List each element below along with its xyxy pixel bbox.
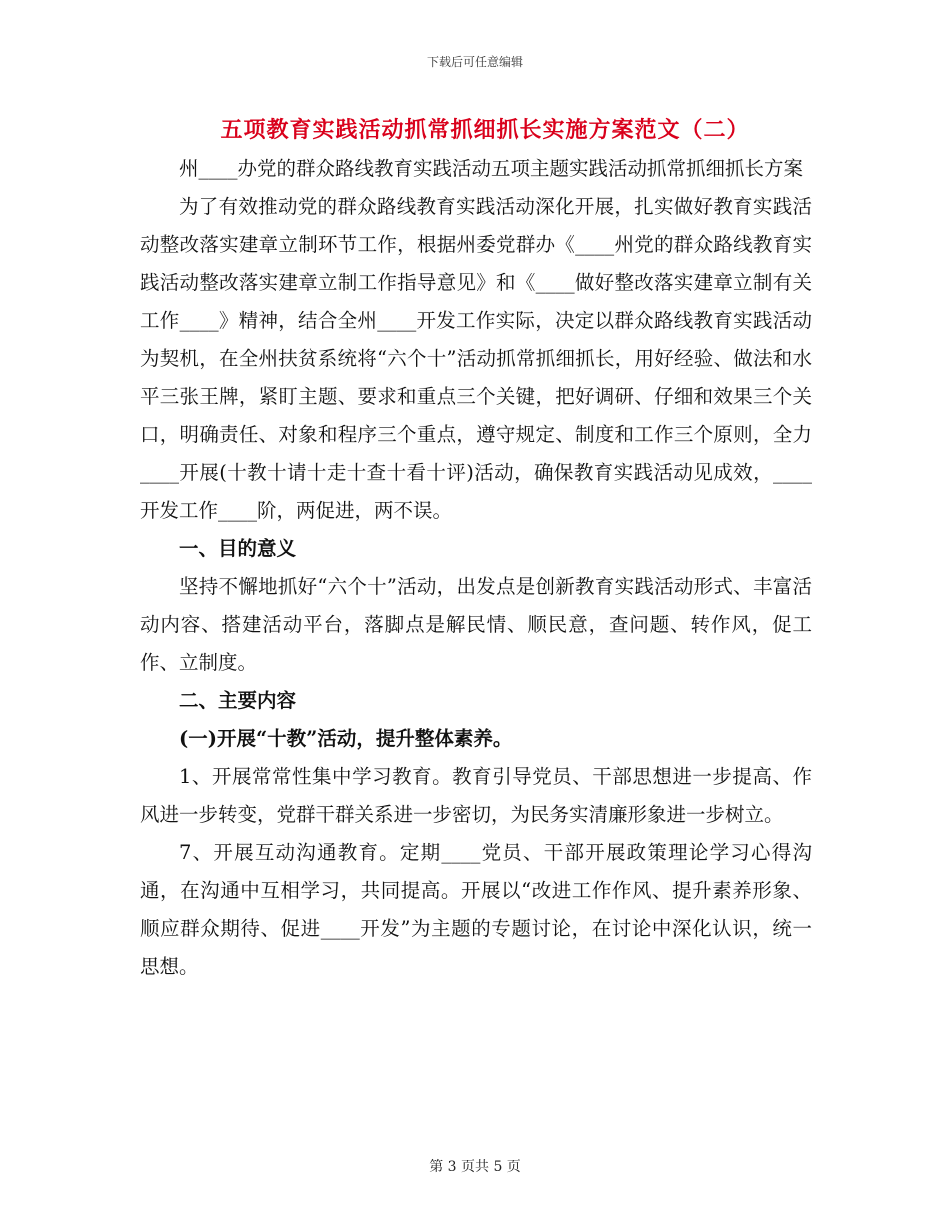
section-heading-purpose: 一、目的意义 xyxy=(179,537,297,560)
document-title: 五项教育实践活动抓常抓细抓长实施方案范文（二） xyxy=(220,117,750,143)
paragraph-item-1: 1、开展常常性集中学习教育。教育引导党员、干部思想进一步提高、作风进一步转变，党群干群关系进一步密切，为民务实清廉形象进一步树立。 xyxy=(140,765,812,826)
header-note: 下载后可任意编辑 xyxy=(426,55,523,69)
page-footer: 第 3 页共 5 页 xyxy=(429,1159,521,1175)
paragraph-purpose: 坚持不懈地抓好“六个十”活动，出发点是创新教育实践活动形式、丰富活动内容、搭建活动平台，落脚点是解民情、顺民意，查问题、转作风，促工作、立制度。 xyxy=(140,575,812,674)
section-heading-content: 二、主要内容 xyxy=(179,689,297,712)
subsection-heading-ten-teach: (一)开展“十教”活动，提升整体素养。 xyxy=(179,727,513,750)
document-body xyxy=(140,150,812,986)
paragraph-subtitle: 州____办党的群众路线教育实践活动五项主题实践活动抓常抓细抓长方案 xyxy=(179,157,804,180)
paragraph-item-7: 7、开展互动沟通教育。定期____党员、干部开展政策理论学习心得沟通，在沟通中互相学习，共同提高。开展以“改进工作作风、提升素养形象、顺应群众期待、促进____开发”为主题的专题讨论，在讨论中深化认识，统一思想。 xyxy=(140,841,812,978)
paragraph-intro: 为了有效推动党的群众路线教育实践活动深化开展，扎实做好教育实践活动整改落实建章立制环节工作，根据州委党群办《____州党的群众路线教育实践活动整改落实建章立制工作指导意见》和《____做好整改落实建章立制有关工作____》精神，结合全州____开发工作实际，决定以群众路线教育实践活动为契机，在全州扶贫系统将“六个十”活动抓常抓细抓长，用好经验、做法和水平三张王牌，紧盯主题、要求和重点三个关键，把好调研、仔细和效果三个关口，明确责任、对象和程序三个重点，遵守规定、制度和工作三个原则，全力____开展(十教十请十走十查十看十评)活动，确保教育实践活动见成效，____开发工作____阶，两促进，两不误。 xyxy=(140,195,812,522)
